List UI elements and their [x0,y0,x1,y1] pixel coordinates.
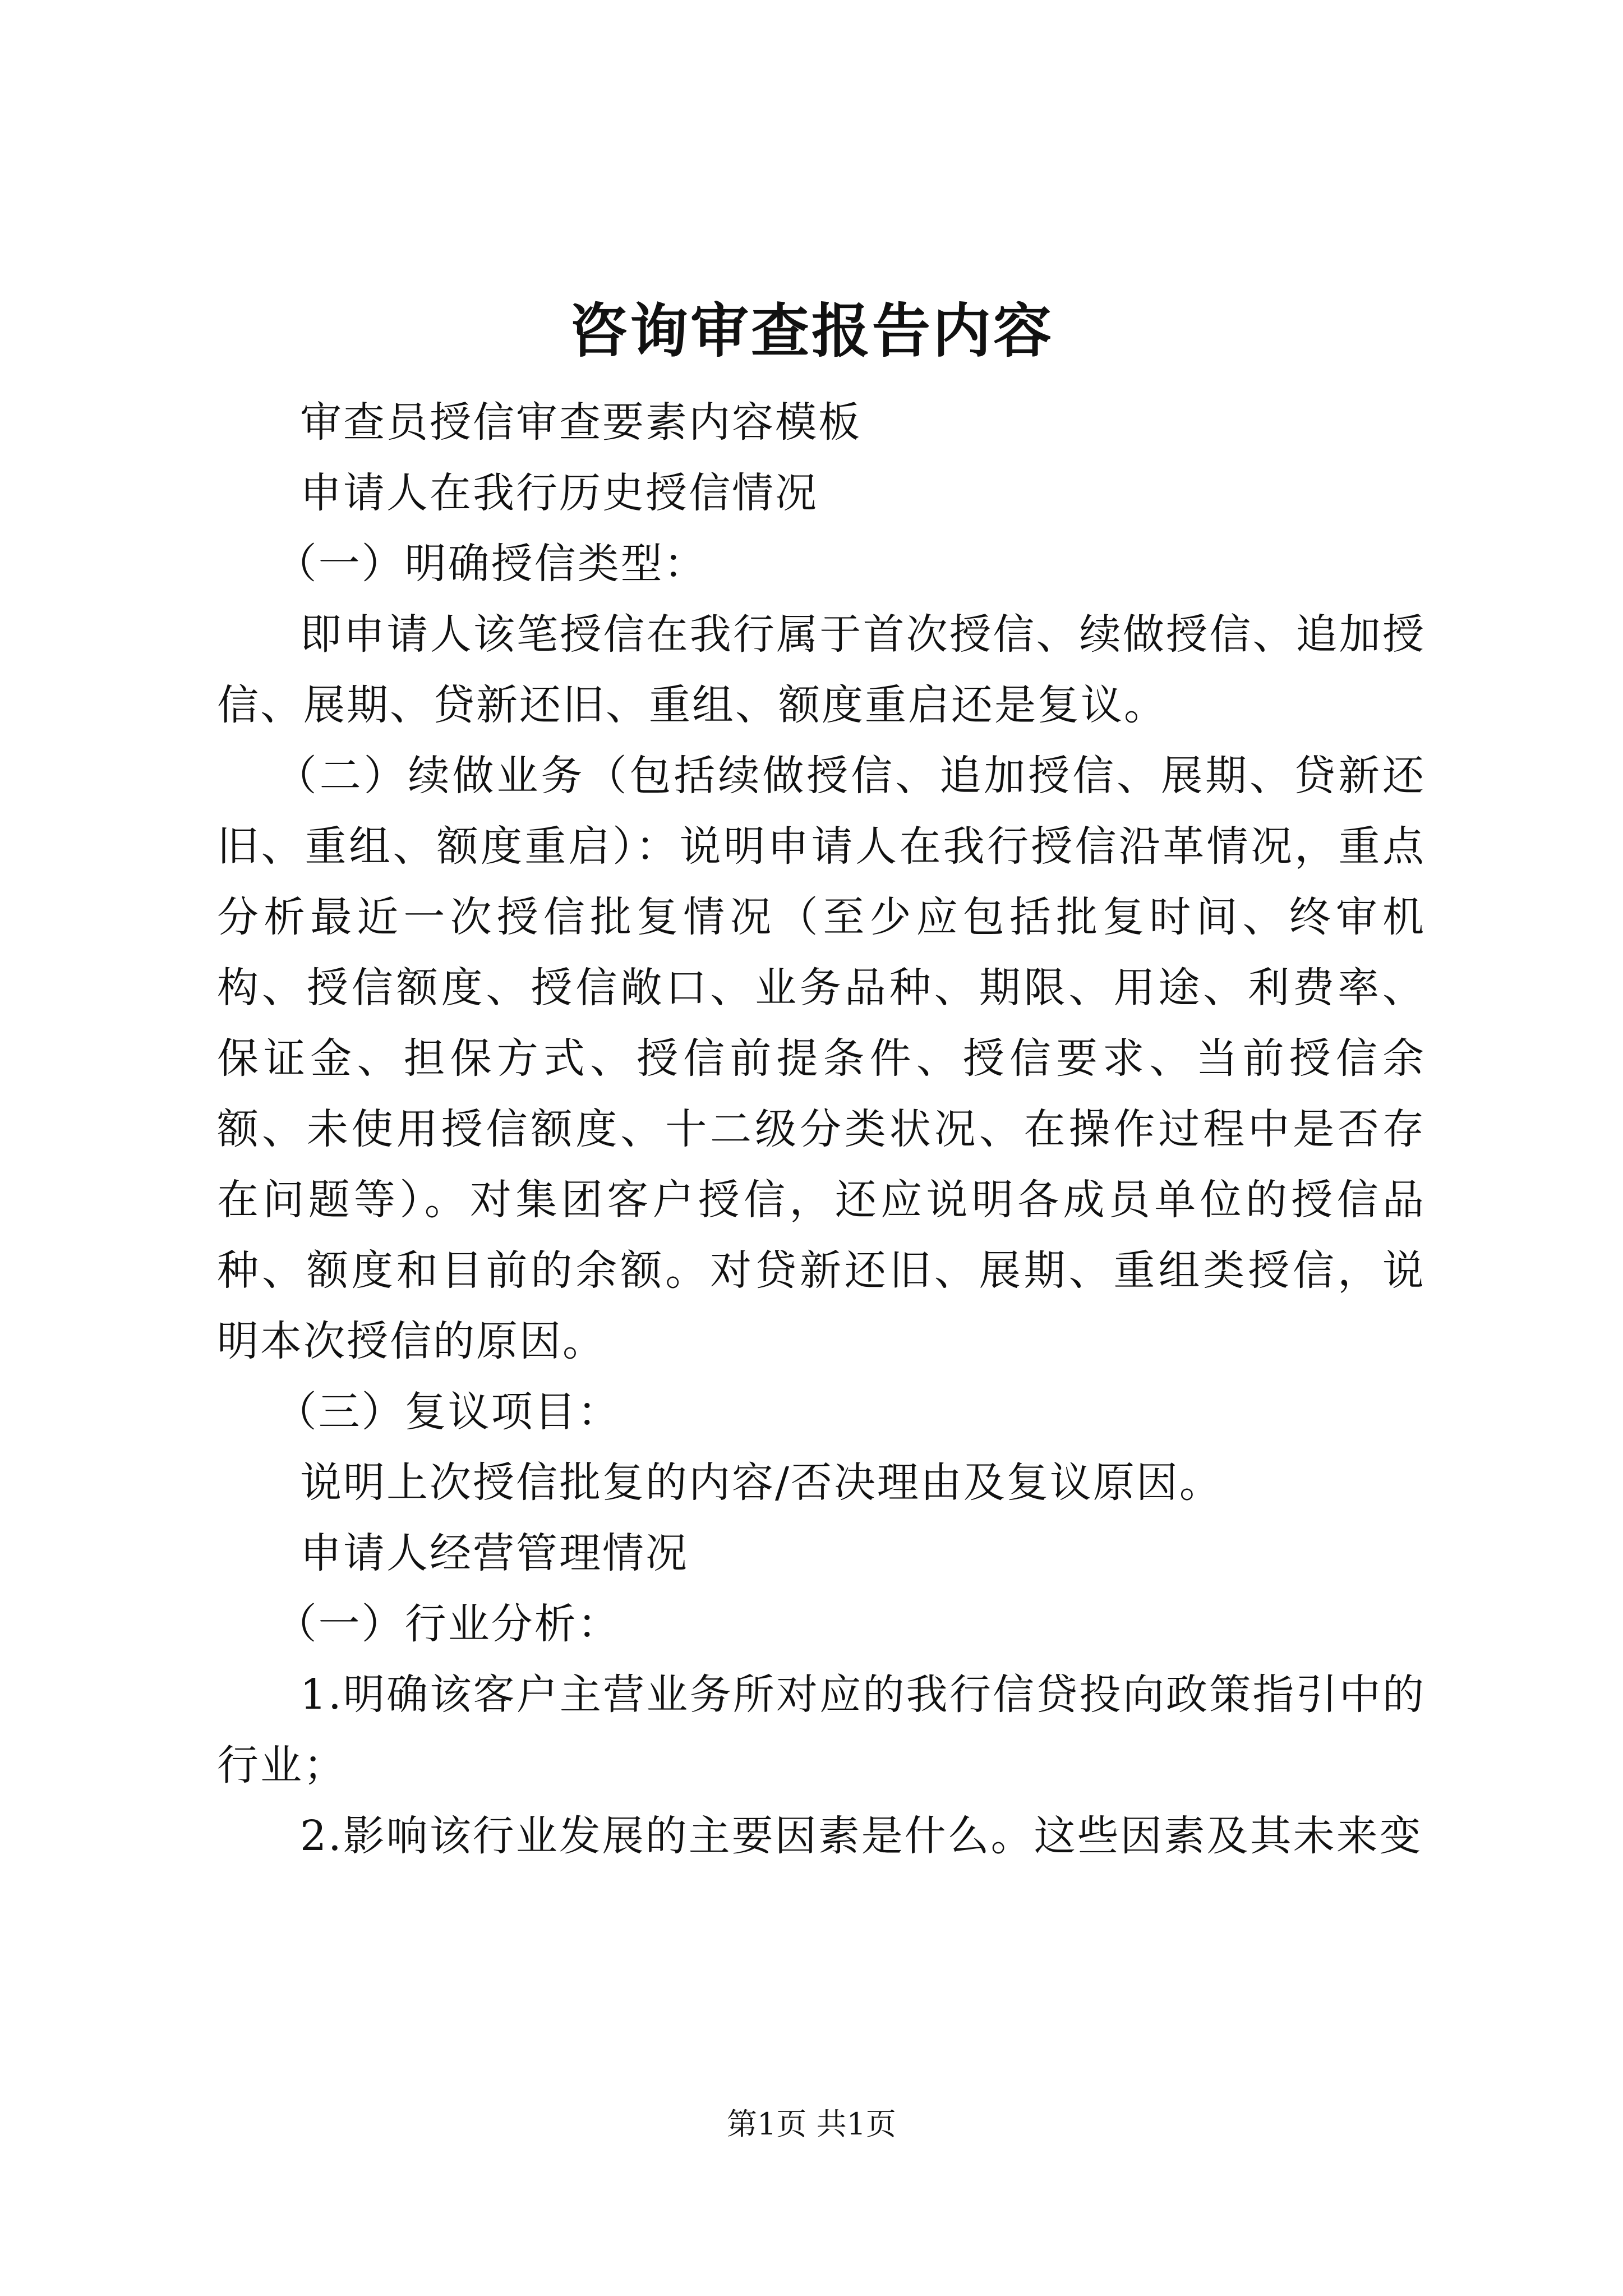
paragraph-section-3: （三）复议项目： [275,1388,621,1436]
paragraph-renewal-business: （二）续做业务（包括续做授信、追加授信、展期、贷新还旧、重组、额度重启）：说明申请人在我行授信沿革情况，重点分析最近一次授信批复情况（至少应包括批复时间、终审机构、授信额度、授信敞口、业务品种、期限、用途、利费率、保证金、担保方式、授信前提条件、授信要求、当前授信余额、未使用授信额度、十二级分类状况、在操作过程中是否存在问题等）。对集团客户授信，还应说明各成员单位的授信品种、额度和目前的余额。对贷新还旧、展期、重组类授信，说明本次授信的原因。 [217,752,1426,1365]
paragraph-section-1: （一）明确授信类型： [275,540,707,588]
page-footer: 第1页 共1页 [727,2106,896,2142]
paragraph-reconsideration: 说明上次授信批复的内容/否决理由及复议原因。 [300,1458,1223,1507]
paragraph-template-heading: 审查员授信审查要素内容模板 [300,398,861,447]
document-title: 咨询审查报告内容 [569,296,1054,365]
paragraph-history-heading: 申请人在我行历史授信情况 [300,469,818,517]
paragraph-operation-heading: 申请人经营管理情况 [300,1529,689,1577]
paragraph-credit-type: 即申请人该笔授信在我行属于首次授信、续做授信、追加授信、展期、贷新还旧、重组、额度重启还是复议。 [217,610,1426,729]
paragraph-item-1: 1.明确该客户主营业务所对应的我行信贷投向政策指引中的行业； [217,1671,1426,1789]
paragraph-item-2: 2.影响该行业发展的主要因素是什么。这些因素及其未来变 [300,1812,1423,1860]
document-body [217,387,1426,1871]
paragraph-industry-analysis: （一）行业分析： [275,1600,621,1648]
